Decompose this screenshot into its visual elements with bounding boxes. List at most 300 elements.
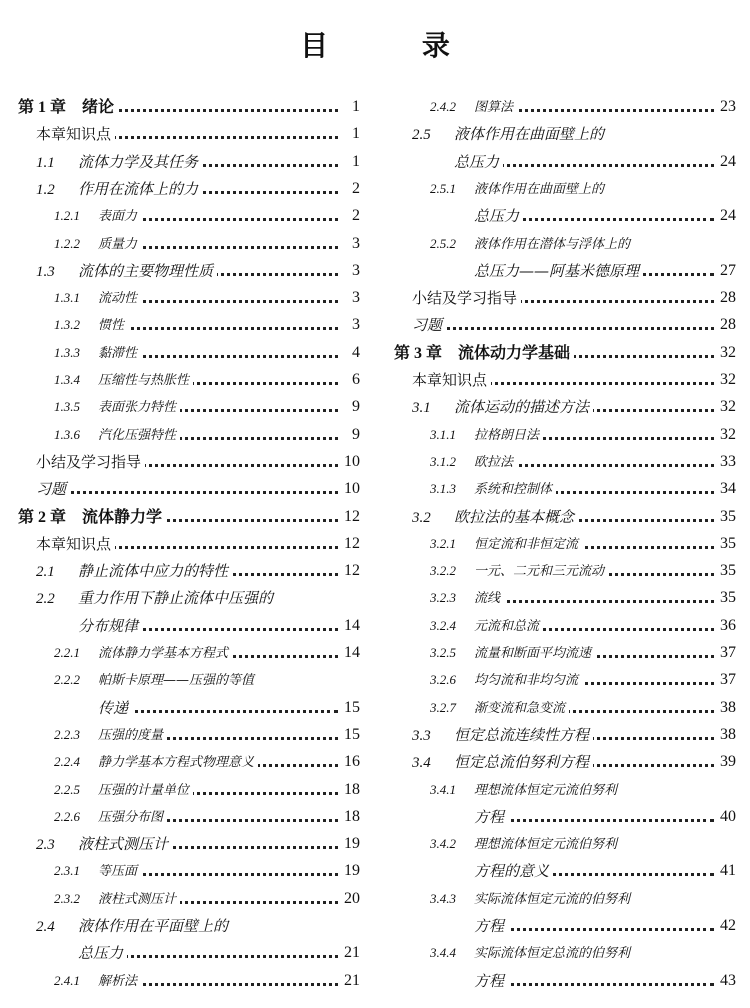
toc-page-number: 3 <box>348 231 360 257</box>
toc-entry-text <box>474 804 508 830</box>
toc-entry-text <box>430 585 504 612</box>
toc-entry-text <box>474 968 508 994</box>
toc-entry-text <box>454 149 503 175</box>
toc-entry-text <box>78 940 127 966</box>
toc-entry-title: 总压力 <box>78 944 124 963</box>
toc-page-number: 12 <box>340 531 360 557</box>
toc-entry-number: 1.3.3 <box>54 344 80 360</box>
toc-entry-row <box>18 968 360 994</box>
toc-entry-row <box>18 585 360 611</box>
toc-entry-row <box>18 558 360 584</box>
toc-entry-row <box>18 858 360 884</box>
toc-page-number: 2 <box>348 176 360 202</box>
toc-entry-row <box>18 640 360 666</box>
toc-page-number: 36 <box>716 613 736 639</box>
toc-page-number: 32 <box>716 394 736 420</box>
toc-entry-text <box>430 777 621 804</box>
toc-entry-number: 3.4.4 <box>430 945 456 961</box>
toc-page-number: 3 <box>348 285 360 311</box>
toc-entry-text <box>412 394 593 421</box>
toc-entry-text <box>430 94 517 121</box>
toc-entry-number: 2.2.1 <box>54 645 80 660</box>
toc-entry-row <box>394 94 736 120</box>
toc-entry-number: 3.2 <box>412 509 431 526</box>
toc-entry-title: 液体作用在曲面壁上的 <box>454 125 605 144</box>
toc-entry-number: 3.2.3 <box>430 590 456 606</box>
toc-entry-text <box>36 258 217 285</box>
toc-entry-row <box>394 777 736 803</box>
toc-entry-number: 第 3 章 <box>394 344 443 362</box>
toc-entry-text <box>412 504 578 531</box>
toc-entry-row <box>18 394 360 420</box>
toc-entry-row <box>18 203 360 229</box>
toc-entry-title: 静止流体中应力的特性 <box>78 562 229 581</box>
toc-entry-text <box>430 831 621 858</box>
toc-page-number: 40 <box>716 804 736 830</box>
toc-entry-row <box>394 613 736 639</box>
toc-entry-number: 3.2.5 <box>430 645 456 660</box>
toc-entry-title: 本章知识点 <box>36 534 112 553</box>
toc-page-number: 14 <box>340 613 360 639</box>
toc-entry-number: 2.1 <box>36 564 55 581</box>
toc-entry-row <box>394 749 736 775</box>
toc-entry-row <box>394 722 736 748</box>
toc-page-number: 18 <box>340 777 360 803</box>
toc-chapter-row <box>18 504 360 530</box>
toc-entry-text <box>474 913 508 939</box>
toc-entry-title: 流动性 <box>98 291 138 307</box>
toc-entry-row <box>394 940 736 966</box>
toc-entry-number: 第 1 章 <box>18 99 67 116</box>
toc-page-number: 35 <box>716 585 736 611</box>
toc-entry-text <box>18 94 118 121</box>
toc-entry-number: 3.1.2 <box>430 453 456 469</box>
toc-entry-text <box>98 695 132 721</box>
toc-page-number: 37 <box>716 640 736 666</box>
toc-entry-number: 2.5.1 <box>430 180 456 196</box>
toc-page-number: 21 <box>340 940 360 966</box>
toc-page-number: 3 <box>348 312 360 338</box>
toc-entry-text <box>36 449 145 475</box>
toc-entry-row <box>18 695 360 721</box>
toc-entry-row <box>394 449 736 475</box>
toc-entry-row <box>18 722 360 748</box>
toc-entry-title: 液体作用在平面壁上的 <box>78 917 229 935</box>
toc-entry-text <box>36 176 202 203</box>
toc-entry-row <box>394 585 736 611</box>
toc-entry-text <box>430 613 543 640</box>
toc-entry-number: 3.4 <box>412 755 431 772</box>
toc-page-number: 34 <box>716 476 736 502</box>
toc-page-number: 3 <box>348 258 360 284</box>
toc-entry-title: 欧拉法 <box>474 454 514 470</box>
toc-entry-number: 3.4.2 <box>430 836 456 852</box>
toc-entry-number: 3.1.1 <box>430 426 456 442</box>
toc-entry-title: 静力学基本方程式物理意义 <box>98 755 255 771</box>
toc-page-number: 21 <box>340 968 360 994</box>
toc-entry-title: 拉格朗日法 <box>474 427 540 443</box>
toc-page-number: 10 <box>340 449 360 475</box>
toc-entry-text <box>36 149 202 176</box>
toc-entry-row <box>394 640 736 666</box>
toc-entry-title: 总压力 <box>454 152 500 171</box>
toc-entry-row <box>394 422 736 448</box>
toc-entry-row <box>18 449 360 475</box>
toc-entry-number: 1.2.2 <box>54 235 80 251</box>
toc-entry-text <box>430 667 582 694</box>
toc-entry-text <box>54 422 180 449</box>
toc-entry-text <box>54 367 193 394</box>
toc-entry-number: 2.2.3 <box>54 726 80 742</box>
toc-entry-title: 系统和控制体 <box>474 482 553 498</box>
toc-page-number: 27 <box>716 258 736 284</box>
toc-entry-title: 流体的主要物理性质 <box>78 261 214 280</box>
toc-entry-number: 第 2 章 <box>18 508 67 526</box>
toc-entry-number: 2.4 <box>36 919 55 935</box>
toc-entry-row <box>18 777 360 803</box>
toc-entry-number: 2.2.4 <box>54 754 80 770</box>
toc-entry-number: 1.3.6 <box>54 426 80 442</box>
toc-entry-row <box>18 531 360 557</box>
toc-entry-title: 表面张力特性 <box>98 400 177 416</box>
toc-entry-row <box>394 312 736 338</box>
toc-entry-title: 本章知识点 <box>36 125 112 144</box>
toc-page-number: 9 <box>348 422 360 448</box>
toc-entry-number: 1.2.1 <box>54 208 80 224</box>
toc-entry-text <box>36 831 172 858</box>
toc-entry-row <box>18 940 360 966</box>
toc-page-number: 32 <box>716 422 736 448</box>
toc-entry-title: 惯性 <box>98 318 125 334</box>
toc-entry-number: 2.2.2 <box>54 672 80 688</box>
toc-entry-row <box>18 149 360 175</box>
toc-entry-row <box>18 886 360 912</box>
toc-entry-row <box>394 258 736 284</box>
toc-entry-text <box>18 504 166 531</box>
toc-entry-text <box>54 394 180 421</box>
toc-entry-text <box>54 968 141 995</box>
toc-entry-text <box>430 695 569 722</box>
toc-entry-text <box>412 367 491 393</box>
toc-entry-row <box>18 176 360 202</box>
toc-entry-row <box>394 558 736 584</box>
toc-entry-title: 绪论 <box>82 97 115 116</box>
toc-entry-text <box>474 858 553 884</box>
toc-page-number: 38 <box>716 722 736 748</box>
toc-entry-number: 1.1 <box>36 154 55 171</box>
toc-page-number: 1 <box>348 121 360 147</box>
toc-page-number: 18 <box>340 804 360 830</box>
toc-entry-row <box>394 121 736 147</box>
toc-entry-title: 流线 <box>474 591 501 607</box>
toc-entry-text <box>412 312 446 338</box>
toc-entry-title: 压强的计量单位 <box>98 782 190 798</box>
toc-entry-number: 3.1.3 <box>430 481 456 497</box>
toc-entry-row <box>18 613 360 639</box>
toc-entry-text <box>430 422 543 449</box>
toc-entry-title: 一元、二元和三元流动 <box>474 564 605 580</box>
toc-entry-title: 液柱式测压计 <box>98 891 177 907</box>
toc-entry-title: 帕斯卡原理——压强的等值 <box>98 673 255 689</box>
toc-entry-title: 方程 <box>474 971 505 990</box>
toc-page-number: 9 <box>348 394 360 420</box>
toc-entry-title: 液柱式测压计 <box>78 835 169 854</box>
toc-entry-text <box>412 749 593 776</box>
toc-entry-row <box>394 149 736 175</box>
toc-entry-text <box>36 585 277 612</box>
toc-entry-row <box>394 285 736 311</box>
toc-entry-title: 方程的意义 <box>474 862 550 881</box>
toc-chapter-row <box>18 94 360 120</box>
toc-page-number: 35 <box>716 531 736 557</box>
toc-chapter-row <box>394 340 736 366</box>
toc-entry-title: 压强分布图 <box>98 809 164 825</box>
toc-entry-number: 1.3.1 <box>54 290 80 306</box>
toc-page-number: 1 <box>348 94 360 120</box>
toc-entry-row <box>18 667 360 693</box>
toc-entry-row <box>18 231 360 257</box>
toc-entry-title: 元流和总流 <box>474 618 540 634</box>
toc-entry-text <box>36 531 115 557</box>
toc-entry-number: 2.5.2 <box>430 235 456 251</box>
toc-entry-title: 传递 <box>98 698 129 717</box>
toc-page-number: 10 <box>340 476 360 502</box>
toc-entry-row <box>18 422 360 448</box>
toc-entry-title: 方程 <box>474 917 505 935</box>
toc-entry-text <box>430 940 634 967</box>
toc-entry-text <box>54 231 141 258</box>
toc-entry-title: 欧拉法的基本概念 <box>454 507 575 526</box>
toc-entry-text <box>54 285 141 312</box>
toc-entry-title: 压强的度量 <box>98 727 164 743</box>
toc-page-number: 35 <box>716 558 736 584</box>
toc-page-number: 23 <box>716 94 736 120</box>
toc-entry-title: 总压力——阿基米德原理 <box>474 261 640 280</box>
toc-entry-title: 方程 <box>474 807 505 826</box>
toc-entry-text <box>412 121 608 148</box>
toc-entry-title: 渐变流和急变流 <box>474 700 566 716</box>
toc-entry-title: 流量和断面平均流速 <box>474 646 592 661</box>
toc-entry-text <box>54 804 167 831</box>
toc-page-number: 24 <box>716 203 736 229</box>
toc-entry-text <box>54 640 232 667</box>
toc-page-number: 16 <box>340 749 360 775</box>
page-title: 目 录 <box>300 29 492 62</box>
toc-page-number: 28 <box>716 285 736 311</box>
toc-page-number: 19 <box>340 831 360 857</box>
dot-leader <box>98 710 338 713</box>
toc-entry-text <box>54 667 258 694</box>
toc-page-number: 6 <box>348 367 360 393</box>
toc-entry-title: 小结及学习指导 <box>36 452 142 471</box>
toc-entry-text <box>54 749 258 776</box>
toc-entry-title: 理想流体恒定元流伯努利 <box>474 782 618 798</box>
toc-page-number: 12 <box>340 558 360 584</box>
toc-entry-text <box>430 176 608 203</box>
toc-entry-title: 恒定总流伯努利方程 <box>454 753 590 772</box>
toc-page-number: 38 <box>716 695 736 721</box>
toc-entry-title: 流体静力学基本方程式 <box>98 646 229 661</box>
toc-entry-text <box>54 340 141 367</box>
toc-entry-title: 液体作用在潜体与浮体上的 <box>474 236 631 252</box>
toc-entry-title: 分布规律 <box>78 616 139 635</box>
toc-entry-text <box>54 858 141 885</box>
toc-page-number: 2 <box>348 203 360 229</box>
toc-page-number: 39 <box>716 749 736 775</box>
toc-entry-row <box>394 504 736 530</box>
toc-entry-row <box>394 231 736 257</box>
toc-entry-text <box>36 476 70 502</box>
toc-page-number: 41 <box>716 858 736 884</box>
toc-entry-number: 2.3 <box>36 837 55 854</box>
toc-entry-number: 2.4.2 <box>430 99 456 114</box>
toc-entry-row <box>18 367 360 393</box>
toc-entry-number: 3.2.7 <box>430 699 456 715</box>
toc-page-number: 4 <box>348 340 360 366</box>
toc-entry-row <box>18 340 360 366</box>
toc-entry-text <box>54 722 167 749</box>
toc-entry-row <box>394 858 736 884</box>
toc-entry-row <box>394 695 736 721</box>
toc-entry-row <box>18 312 360 338</box>
toc-entry-row <box>394 367 736 393</box>
toc-entry-row <box>18 476 360 502</box>
toc-entry-text <box>430 476 556 503</box>
toc-entry-number: 2.3.2 <box>54 890 80 906</box>
toc-entry-row <box>394 394 736 420</box>
toc-entry-row <box>394 831 736 857</box>
toc-entry-number: 3.4.1 <box>430 781 456 797</box>
toc-page-number: 19 <box>340 858 360 884</box>
toc-entry-number: 2.2.6 <box>54 808 80 824</box>
toc-entry-text <box>430 886 634 913</box>
toc-entry-number: 2.4.1 <box>54 972 80 988</box>
toc-entry-text <box>412 722 593 749</box>
toc-entry-title: 汽化压强特性 <box>98 427 177 443</box>
toc-page-number: 32 <box>716 367 736 393</box>
toc-entry-row <box>18 913 360 939</box>
toc-entry-number: 3.2.2 <box>430 563 456 579</box>
toc-entry-text <box>36 121 115 147</box>
toc-entry-row <box>18 804 360 830</box>
toc-page-number: 14 <box>340 640 360 666</box>
toc-entry-text <box>36 558 232 585</box>
toc-entry-title: 压缩性与热胀性 <box>98 373 190 388</box>
toc-page-number: 32 <box>716 340 736 366</box>
toc-entry-text <box>54 886 180 913</box>
toc-page-number: 1 <box>348 149 360 175</box>
toc-entry-title: 实际流体恒定总流的伯努利 <box>474 946 631 962</box>
toc-entry-title: 等压面 <box>98 864 138 880</box>
toc-page-number: 28 <box>716 312 736 338</box>
toc-entry-number: 1.3.5 <box>54 399 80 415</box>
toc-page-number: 33 <box>716 449 736 475</box>
toc-entry-row <box>394 476 736 502</box>
toc-entry-title: 恒定总流连续性方程 <box>454 725 590 744</box>
toc-entry-text <box>430 531 582 558</box>
toc-entry-number: 3.2.4 <box>430 617 456 633</box>
toc-entry-title: 流体动力学基础 <box>458 342 571 362</box>
toc-entry-text <box>412 285 521 311</box>
toc-entry-title: 图算法 <box>474 100 514 115</box>
toc-entry-number: 1.2 <box>36 181 55 198</box>
dot-leader <box>36 491 338 494</box>
toc-entry-text <box>54 312 128 339</box>
toc-entry-number: 2.5 <box>412 127 431 144</box>
dot-leader <box>474 819 714 822</box>
toc-entry-row <box>394 667 736 693</box>
toc-entry-title: 习题 <box>36 480 67 499</box>
toc-entry-row <box>18 831 360 857</box>
toc-entry-row <box>18 121 360 147</box>
dot-leader <box>474 928 714 931</box>
toc-entry-row <box>394 531 736 557</box>
toc-entry-title: 黏滞性 <box>98 345 138 361</box>
toc-entry-text <box>36 913 232 940</box>
toc-entry-number: 1.3 <box>36 263 55 280</box>
toc-entry-title: 均匀流和非均匀流 <box>474 673 579 689</box>
toc-entry-row <box>18 749 360 775</box>
toc-entry-title: 液体作用在曲面壁上的 <box>474 181 605 197</box>
toc-entry-text <box>430 640 595 667</box>
toc-entry-title: 总压力 <box>474 207 520 226</box>
toc-entry-number: 3.3 <box>412 727 431 744</box>
toc-entry-title: 本章知识点 <box>412 371 488 389</box>
toc-entry-row <box>394 176 736 202</box>
toc-entry-title: 解析法 <box>98 973 138 989</box>
toc-page-number: 15 <box>340 695 360 721</box>
toc-entry-text <box>474 258 643 284</box>
toc-entry-text <box>430 449 517 476</box>
toc-entry-row <box>394 886 736 912</box>
toc-entry-number: 2.2.5 <box>54 781 80 797</box>
toc-entry-text <box>54 777 193 804</box>
toc-entry-number: 1.3.4 <box>54 372 80 387</box>
toc-entry-number: 3.2.6 <box>430 672 456 688</box>
toc-entry-title: 质量力 <box>98 236 138 252</box>
toc-entry-number: 2.2 <box>36 591 55 608</box>
toc-entry-title: 作用在流体上的力 <box>78 179 199 198</box>
toc-entry-title: 流体力学及其任务 <box>78 152 199 171</box>
toc-entry-number: 3.4.3 <box>430 890 456 906</box>
toc-page-number: 12 <box>340 504 360 530</box>
toc-entry-row <box>18 285 360 311</box>
toc-entry-title: 恒定流和非恒定流 <box>474 536 579 552</box>
toc-page-number: 20 <box>340 886 360 912</box>
toc-page-number: 37 <box>716 667 736 693</box>
toc-entry-text <box>78 613 142 639</box>
dot-leader <box>412 327 714 330</box>
toc-entry-title: 小结及学习指导 <box>412 289 518 308</box>
toc-entry-title: 习题 <box>412 316 443 335</box>
toc-entry-text <box>430 231 634 258</box>
toc-entry-row <box>394 804 736 830</box>
toc-entry-text <box>474 203 523 229</box>
toc-entry-title: 实际流体恒定元流的伯努利 <box>474 891 631 907</box>
toc-entry-row <box>394 913 736 939</box>
dot-leader <box>474 983 714 986</box>
toc-page-number: 35 <box>716 504 736 530</box>
toc-entry-title: 流体运动的描述方法 <box>454 398 590 417</box>
toc-page-number: 43 <box>716 968 736 994</box>
toc-entry-number: 3.1 <box>412 400 431 417</box>
toc-entry-row <box>18 258 360 284</box>
toc-entry-text <box>54 203 141 230</box>
toc-entry-row <box>394 968 736 994</box>
toc-entry-title: 重力作用下静止流体中压强的 <box>78 589 274 608</box>
toc-entry-text <box>394 340 574 367</box>
toc-entry-text <box>430 558 608 585</box>
